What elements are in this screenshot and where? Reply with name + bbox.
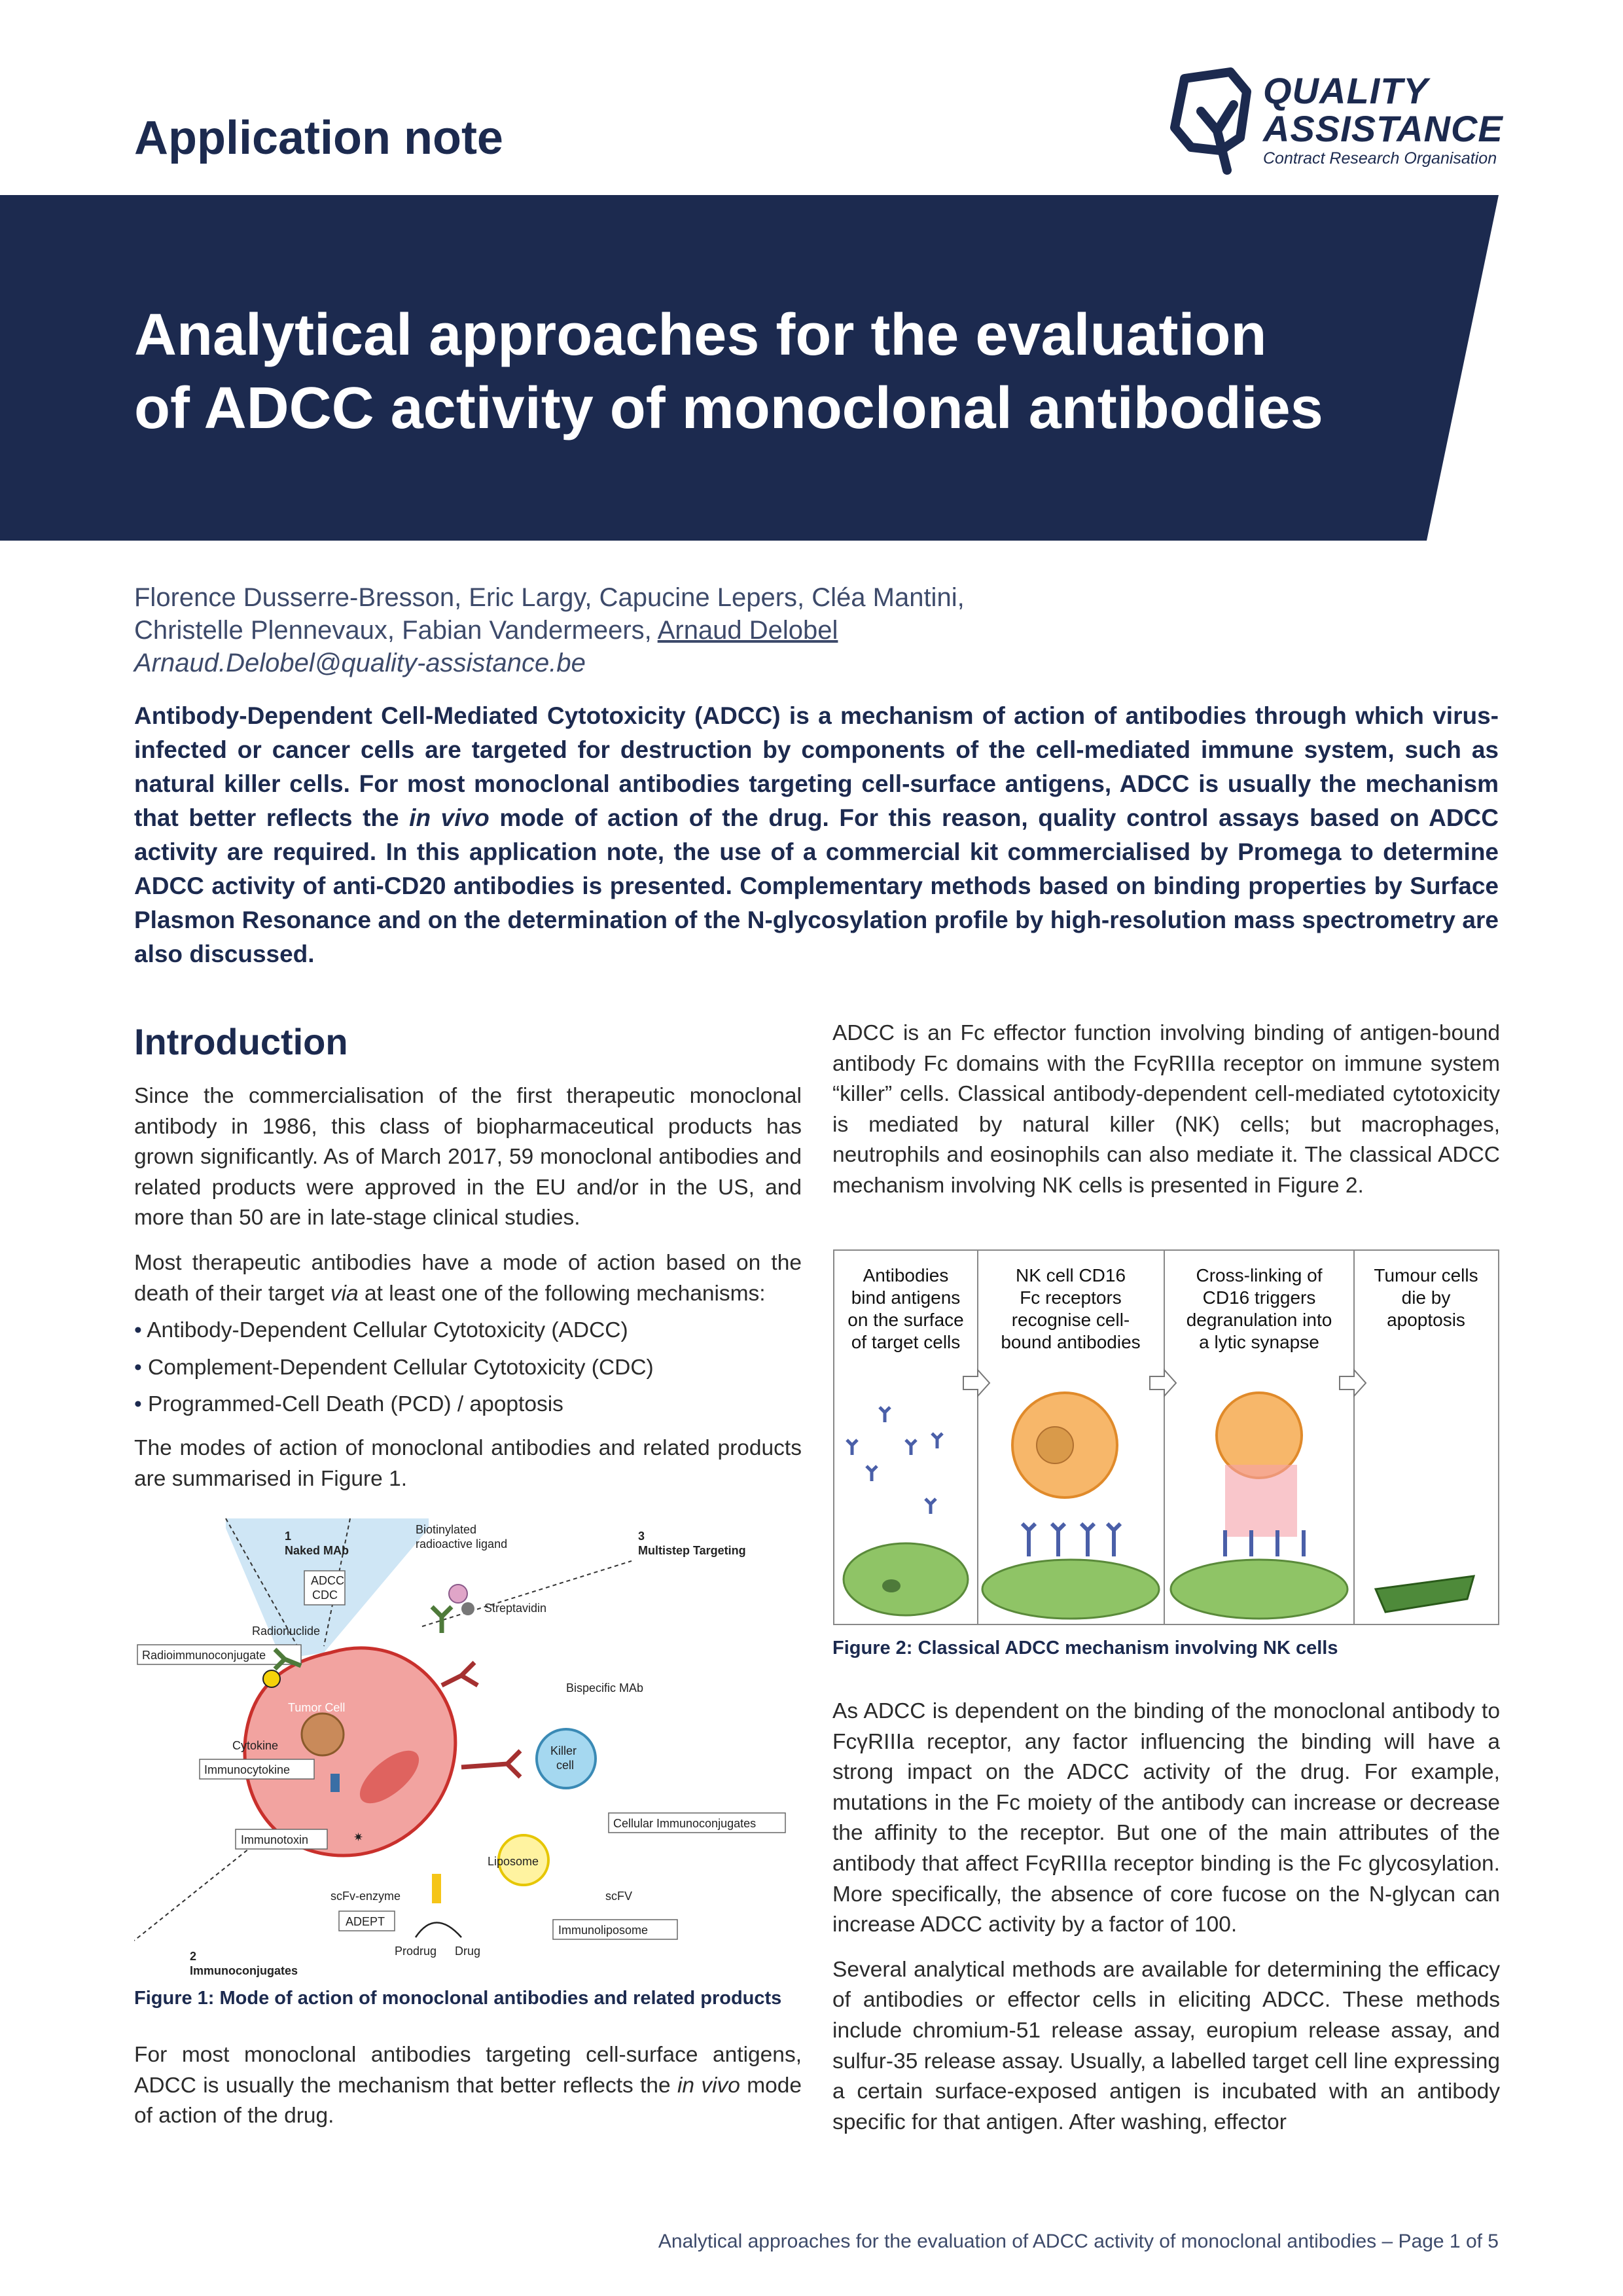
fig1-label-liposome: Liposome (488, 1855, 539, 1868)
fig2-panel3-line2: CD16 triggers (1202, 1287, 1316, 1308)
fig1-label-scfv: scFV (605, 1890, 633, 1903)
target-cell-shape (844, 1543, 968, 1615)
fig2-panel4-line1: Tumour cells (1374, 1265, 1478, 1285)
fig2-panel2-line1: NK cell CD16 (1015, 1265, 1126, 1285)
fig2-panel3-line4: a lytic synapse (1199, 1332, 1319, 1352)
fig1-label-killer-2: cell (556, 1759, 575, 1772)
figure-2-caption: Figure 2: Classical ADCC mechanism involving NK cells (832, 1638, 1338, 1659)
abstract (134, 699, 1499, 971)
antibody-icon (432, 1607, 452, 1633)
fig1-label-immunotoxin: Immunotoxin (241, 1833, 309, 1846)
prodrug-arrow-icon (416, 1923, 461, 1938)
list-item: • Programmed-Cell Death (PCD) / apoptosis (134, 1390, 802, 1420)
fig1-label-immunoliposome: Immunoliposome (558, 1924, 649, 1937)
fig1-label-radionuclide: Radionuclide (252, 1624, 321, 1638)
intro-p2-italic: via (330, 1281, 359, 1306)
author-link[interactable]: Arnaud Delobel (657, 616, 838, 645)
intro-p2-text-2: at least one of the following mechanisms: (358, 1281, 766, 1306)
list-item: • Complement-Dependent Cellular Cytotoxicity (CDC) (134, 1353, 802, 1384)
left-column (134, 1021, 802, 1509)
fig1-label-multistep-num: 3 (638, 1530, 645, 1543)
fig1-label-immunoconj-num: 2 (190, 1950, 197, 1963)
biotin-ligand-icon (449, 1585, 467, 1603)
fig1-label-drug: Drug (455, 1945, 481, 1958)
title-line-1: Analytical approaches for the evaluation (134, 302, 1267, 368)
list-item: • Antibody-Dependent Cellular Cytotoxicity (ADCC) (134, 1316, 802, 1346)
toxin-icon: ✷ (353, 1831, 364, 1844)
left-column-bottom (134, 2040, 802, 2146)
intro-paragraph-2 (134, 1248, 802, 1309)
right-paragraph-1: ADCC is an Fc effector function involving binding of antigen-bound antibody Fc domains with the FcγRIIIa receptor on immune system “killer” cells. Classical antibody-dependent cell-mediated cytotoxicity is mediated by natural killer (NK) cells; but macrophages, neutrophils and eosinophils can also mediate it. The classical ADCC mechanism involving NK cells is presented in Figure 2. (832, 1021, 1500, 1198)
cytokine-icon (330, 1774, 340, 1792)
target-cell-shape (982, 1560, 1159, 1619)
right-paragraph-2: As ADCC is dependent on the binding of the monoclonal antibody to FcγRIIIa receptor, any factor influencing the binding will have a strong impact on the ADCC activity of the drug. For example, mutations in the Fc moiety of the antibody can increase or decrease the affinity to the receptor. But one of the main attributes of the antibody that affect FcγRIIIa receptor binding is the Fc glycosylation. More specifically, the absence of core fucose on the N-glycan can increase ADCC activity by a factor of 100. (832, 1699, 1500, 1937)
figure-1-illustration (134, 1515, 802, 1980)
intro-paragraph-4 (134, 2040, 802, 2132)
fig2-panel1-line1: Antibodies (863, 1265, 949, 1285)
fig2-panel4-line3: apoptosis (1387, 1310, 1465, 1330)
enzyme-icon (432, 1874, 441, 1903)
fig1-label-tumor-cell: Tumor Cell (288, 1701, 346, 1714)
page-footer: Analytical approaches for the evaluation of ADCC activity of monoclonal antibodies – Page 1 of 5 (658, 2231, 1499, 2252)
fig1-label-bispecific: Bispecific MAb (566, 1681, 644, 1695)
logo-text-assistance: ASSISTANCE (1263, 108, 1503, 149)
quality-assistance-logo (1165, 65, 1518, 177)
fig1-label-adept: ADEPT (346, 1915, 385, 1928)
figure-2-illustration (832, 1249, 1500, 1626)
page-title (134, 298, 1378, 445)
fig2-panel3-line1: Cross-linking of (1196, 1265, 1323, 1285)
fig1-label-cdc: CDC (312, 1588, 338, 1602)
fig1-label-naked-num: 1 (285, 1530, 292, 1543)
intro-paragraph-3: The modes of action of monoclonal antibodies and related products are summarised in Figure 1. (134, 1435, 802, 1491)
right-column-bottom (832, 1696, 1500, 2152)
target-cell-shape (1171, 1560, 1347, 1619)
authors-line-2 (134, 614, 1181, 647)
fig2-panel4-line2: die by (1401, 1287, 1451, 1308)
fig1-label-multistep: Multistep Targeting (638, 1544, 746, 1557)
radiation-icon (263, 1670, 280, 1687)
logo-tagline: Contract Research Organisation (1263, 149, 1497, 168)
fig1-label-biotinylated-2: radioactive ligand (416, 1537, 508, 1551)
fig1-label-killer-1: Killer (550, 1744, 577, 1757)
figure-1-caption: Figure 1: Mode of action of monoclonal antibodies and related products (134, 1988, 782, 2009)
p4-text-1: For most monoclonal antibodies targeting cell-surface antigens, ADCC is usually the mechanism that better reflects the (134, 2043, 802, 2098)
mechanism-list (134, 1316, 802, 1420)
right-paragraph-3: Several analytical methods are available for determining the efficacy of antibodies or effector cells in eliciting ADCC. These methods include chromium-51 release assay, europium release assay, and sulfur-35 release assay. Usually, a labelled target cell line expressing a certain surface-exposed antigen is incubated with an antibody specific for that antigen. After washing, effector (832, 1957, 1500, 2134)
fig1-label-prodrug: Prodrug (395, 1945, 437, 1958)
author-block (134, 581, 1181, 679)
authors-line-1: Florence Dusserre-Bresson, Eric Largy, Capucine Lepers, Cléa Mantini, (134, 583, 965, 612)
fig1-label-streptavidin: Streptavidin (484, 1602, 547, 1615)
streptavidin-icon (461, 1602, 474, 1615)
p4-text-2: mode of action of the drug. (134, 2073, 802, 2128)
document-label: Application note (134, 112, 503, 164)
logo-mark-icon (1165, 65, 1257, 177)
fig2-panel1-line4: of target cells (851, 1332, 961, 1352)
fig2-panel2-line4: bound antibodies (1001, 1332, 1141, 1352)
right-column-top (832, 1018, 1500, 1216)
fig1-label-scfv-enzyme: scFv-enzyme (330, 1890, 401, 1903)
title-line-2: of ADCC activity of monoclonal antibodies (134, 376, 1323, 441)
antibody-icon (461, 1751, 520, 1777)
fig1-label-cytokine: Cytokine (232, 1739, 279, 1752)
authors-names: Christelle Plennevaux, Fabian Vandermeers, (134, 616, 658, 645)
fig1-label-cellular-immunoconjugates: Cellular Immunoconjugates (613, 1817, 757, 1830)
fig1-label-biotinylated-1: Biotinylated (416, 1523, 477, 1536)
fig1-label-immunoconjugates: Immunoconjugates (190, 1964, 298, 1977)
section-heading-introduction: Introduction (134, 1021, 348, 1062)
intro-paragraph-1: Since the commercialisation of the first therapeutic monoclonal antibody in 1986, this class of biopharmaceutical products has grown significantly. As of March 2017, 59 monoclonal antibodies and related products were approved in the EU and/or in the US, and more than 50 are in late-stage clinical studies. (134, 1084, 802, 1230)
logo-text-quality: QUALITY (1263, 70, 1429, 111)
fig2-panel3-line3: degranulation into (1186, 1310, 1332, 1330)
fig1-label-adcc: ADCC (311, 1574, 345, 1587)
fig1-label-naked: Naked MAb (285, 1544, 349, 1557)
abstract-italic: in vivo (409, 804, 490, 831)
intro-p2-text-1: Most therapeutic antibodies have a mode of action based on the death of their target (134, 1250, 802, 1306)
bispecific-antibody-icon (442, 1662, 478, 1685)
abstract-text-1: Antibody-Dependent Cell-Mediated Cytotoxicity (ADCC) is a mechanism of action of antibodies through which virus-infected or cancer cells are targeted for destruction by components of the cell-mediated immune system, such as natural killer cells. For most monoclonal antibodies targeting cell-surface antigens, ADCC is usually the mechanism that better reflects the (134, 702, 1499, 831)
fig1-label-radioimmunoconjugate: Radioimmunoconjugate (142, 1649, 266, 1662)
p4-italic: in vivo (677, 2073, 740, 2098)
fig2-panel1-line2: bind antigens (851, 1287, 961, 1308)
abstract-text-2: mode of action of the drug. For this reason, quality control assays based on ADCC activity are required. In this application note, the use of a commercial kit commercialised by Promega to determine ADCC activity of anti-CD20 antibodies is presented. Complementary methods based on binding properties by Surface Plasmon Resonance and on the determination of the N-glycosylation profile by high-resolution mass spectrometry are also discussed. (134, 804, 1499, 967)
author-email[interactable]: Arnaud.Delobel@quality-assistance.be (134, 649, 586, 677)
fig2-panel2-line3: recognise cell- (1011, 1310, 1130, 1330)
fig2-panel1-line3: on the surface (847, 1310, 964, 1330)
fig1-label-immunocytokine: Immunocytokine (204, 1763, 291, 1776)
fig2-panel2-line2: Fc receptors (1020, 1287, 1122, 1308)
